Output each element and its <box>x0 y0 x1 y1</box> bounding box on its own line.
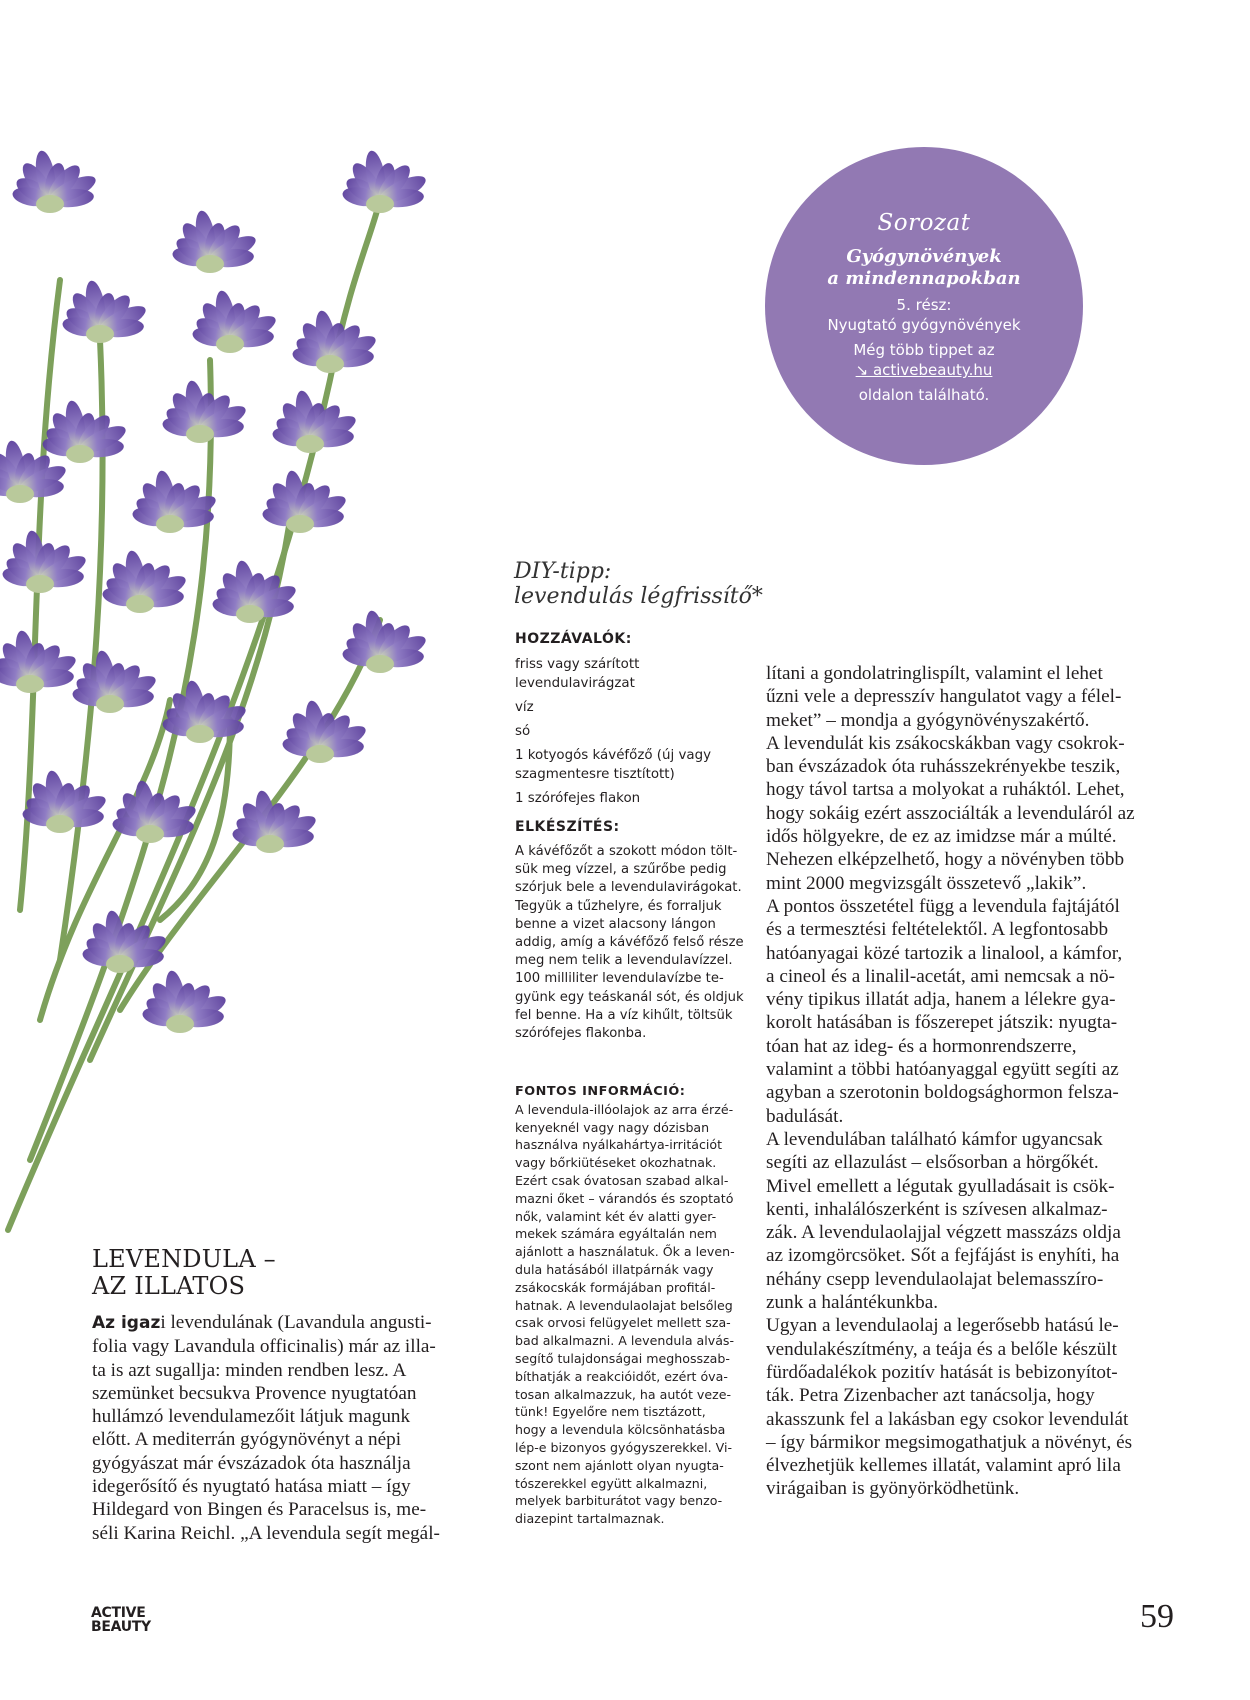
lavender-flower <box>111 779 199 843</box>
article-line: Nehezen elképzelhető, hogy a növényben több <box>766 849 1125 871</box>
ingredient-item: víz <box>515 700 534 715</box>
article-line: mint 2000 megvizsgált összetevő „lakik”. <box>766 872 1087 894</box>
info-line: ajánlott a használatuk. Ők a leven- <box>515 1244 735 1260</box>
article-line: badulását. <box>766 1105 844 1127</box>
preparation-line: szórjuk bele a levendulavirágokat. <box>515 880 742 896</box>
article-line: A levendulát kis zsákocskákban vagy csokrok- <box>766 732 1125 754</box>
info-line: Ezért csak óvatosan szabad alkal- <box>515 1172 729 1188</box>
article-line: szemünket becsukva Provence nyugtatóan <box>92 1382 417 1404</box>
lavender-flower <box>11 149 99 213</box>
info-line: kenyeknél vagy nagy dózisban <box>515 1119 710 1135</box>
article-line: hullámzó levendulamezőit látjuk magunk <box>92 1406 411 1428</box>
info-line: nők, valamint két év alatti gyer- <box>515 1208 717 1224</box>
article-title-line: LEVENDULA – <box>92 1245 276 1273</box>
website-link[interactable]: ↘ activebeauty.hu <box>855 361 993 379</box>
lavender-flower <box>0 629 79 693</box>
article-line: korolt hatásában is főszerepet játszik: nyugta- <box>766 1012 1118 1034</box>
series-title <box>765 246 1083 290</box>
page-number: 59 <box>1140 1598 1174 1635</box>
diy-title-line: levendulás légfrissítő* <box>514 584 763 609</box>
info-line: A levendula-illóolajok az arra érzé- <box>515 1101 734 1117</box>
info-line: vagy bőrkiütéseket okozhatnak. <box>515 1155 717 1171</box>
article-line: lítani a gondolatringlispílt, valamint el lehet <box>766 663 1103 684</box>
article-line: vény tipikus illatát adja, hanem a lélekre gya- <box>766 989 1116 1011</box>
article-line: ta is azt sugallja: minden rendben lesz. A <box>92 1359 407 1381</box>
article-line: virágaiban is gyönyörködhetünk. <box>766 1478 1020 1500</box>
info-line: bíthatják a reakcióidőt, ezért óva- <box>515 1368 728 1384</box>
article-line: űzni vele a depresszív hangulatot vagy a félel- <box>766 686 1122 708</box>
article-line: ták. Petra Zizenbacher azt tanácsolja, hogy <box>766 1385 1095 1407</box>
brand-logo <box>91 1606 151 1634</box>
info-line: dula hatásából illatpárnák vagy <box>515 1261 714 1277</box>
lavender-flower <box>161 379 249 443</box>
article-line: tóan hat az ideg- és a hormonrendszerre, <box>766 1035 1077 1057</box>
diy-title-line: DIY-tipp: <box>514 559 612 584</box>
article-line: hogy távol tartsa a molyokat a ruháktól. Lehet, <box>766 779 1125 801</box>
lavender-flower <box>341 609 429 673</box>
article-line: és a termesztési feltételektől. A legfontosabb <box>766 919 1109 941</box>
found-text: oldalon található. <box>858 386 990 404</box>
diy-title <box>514 559 814 609</box>
article-line: gyógyászat már évszázadok óta használja <box>92 1452 411 1474</box>
preparation-line: Tegyük a tűzhelyre, és forraljuk <box>515 898 722 914</box>
preparation-line: benne a vizet alacsony lángon <box>515 916 716 932</box>
article-line: agyban a szerotonin boldogsághormon felsza- <box>766 1082 1119 1104</box>
lavender-flower <box>141 969 229 1033</box>
article-line: meket” – mondja a gyógynövényszakértő. <box>766 709 1090 731</box>
lavender-flower <box>191 289 279 353</box>
series-part-title: Nyugtató gyógynövények <box>827 316 1021 334</box>
article-line: néhány csepp levendulaolajat belemasszíro- <box>766 1268 1104 1290</box>
article-line: a cineol és a linalil-acetát, ami nemcsak a nö- <box>766 965 1115 987</box>
info-line: zsákocskák formájában profitál- <box>515 1279 716 1295</box>
article-line: segíti az ellazulást – elsősorban a hörgőkét. <box>766 1152 1099 1174</box>
info-line: melyek barbiturátot vagy benzo- <box>515 1493 723 1509</box>
article-right-column <box>766 662 1186 1501</box>
info-line: segítő tulajdonságai meghosszab- <box>515 1350 730 1366</box>
series-badge <box>765 147 1083 465</box>
preparation-heading: ELKÉSZÍTÉS: <box>515 819 620 835</box>
article-line: A pontos összetétel függ a levendula fajtájától <box>766 895 1120 917</box>
preparation-line: addig, amíg a kávéfőző felső része <box>515 935 744 951</box>
article-line: élvezhetjük kellemes illatát, valamint apró lila <box>766 1455 1121 1477</box>
article-line: idegerősítő és nyugtató hatása miatt – így <box>92 1476 411 1498</box>
article-line: zák. A levendulaolajjal végzett masszázs oldja <box>766 1222 1121 1244</box>
lead-bold: Az igaz <box>92 1313 161 1333</box>
article-line: valamint a többi hatóanyaggal együtt segíti az <box>766 1059 1119 1081</box>
info-line: diazepint tartalmaznak. <box>515 1511 665 1527</box>
article-line: folia vagy Lavandula officinalis) már az illa- <box>92 1336 436 1358</box>
article-line: akasszunk fel a lakásban egy csokor levendulát <box>766 1408 1129 1430</box>
article-line: zunk a halántékunkba. <box>766 1292 939 1314</box>
info-line: használva nyálkahártya-irritációt <box>515 1137 723 1153</box>
lavender-flower <box>211 559 299 623</box>
article-line: hatóanyagai közé tartozik a linalool, a kámfor, <box>766 942 1123 964</box>
brand-line: BEAUTY <box>91 1619 151 1635</box>
info-heading: FONTOS INFORMÁCIÓ: <box>515 1084 686 1099</box>
preparation-line: szórófejes flakonba. <box>515 1026 647 1042</box>
ingredient-item: friss vagy szárított levendulavirágzat <box>515 657 640 691</box>
info-line: hogy a levendula kölcsönhatásba <box>515 1422 726 1438</box>
preparation-line: A kávéfőzőt a szokott módon tölt- <box>515 844 738 859</box>
article-title <box>92 1246 276 1300</box>
lavender-flower <box>131 469 219 533</box>
article-line: ban évszázadok óta ruhásszekrényekbe teszik, <box>766 756 1121 778</box>
ingredient-item: 1 szórófejes flakon <box>515 791 641 806</box>
article-line: – így bármikor megsimogathatjuk a növényt, és <box>766 1431 1133 1453</box>
preparation-line: fel benne. Ha a víz kihűlt, töltsük <box>515 1007 733 1023</box>
article-line: kenti, inhalálószerként is szívesen alkalmaz- <box>766 1198 1108 1220</box>
preparation-text <box>515 843 743 1043</box>
ingredient-item: só <box>515 724 531 739</box>
article-line: Hildegard von Bingen és Paracelsus is, me- <box>92 1499 427 1521</box>
lavender-flower <box>61 279 149 343</box>
info-block <box>515 1083 743 1528</box>
article-line: Mivel emellett a légutak gyulladásait is csök- <box>766 1175 1115 1197</box>
lavender-flower <box>1 529 89 593</box>
preparation-block <box>515 818 743 1043</box>
lavender-flower <box>101 549 189 613</box>
series-title-line: Gyógynövények <box>846 246 1002 267</box>
article-line: előtt. A mediterrán gyógynövényt a népi <box>92 1429 402 1451</box>
more-tips-text: Még több tippet az <box>853 341 995 359</box>
lavender-flower <box>71 649 159 713</box>
info-line: tosan alkalmazzuk, ha autót veze- <box>515 1386 731 1402</box>
article-line: idős hölgyekre, de ez az imidzse már a múlté. <box>766 826 1117 848</box>
article-line: az izomgörcsöket. Sőt a fejfájást is enyhíti, ha <box>766 1245 1120 1267</box>
ingredient-item: 1 kotyogós kávéfőző (új vagy szagmentesre tisztított) <box>515 748 712 782</box>
article-line: fürdőadalékok pozitív hatását is bebizonyítot- <box>766 1361 1118 1383</box>
series-part: 5. rész: <box>896 296 952 314</box>
article-line: Ugyan a levendulaolaj a legerősebb hatású le- <box>766 1315 1119 1337</box>
ingredients-list <box>515 655 743 808</box>
lavender-flower <box>171 209 259 273</box>
article-line: A levendulában található kámfor ugyancsak <box>766 1128 1103 1150</box>
lavender-flower <box>291 309 379 373</box>
preparation-line: meg nem telik a levendulavízzel. <box>515 953 733 969</box>
lavender-flower <box>341 149 429 213</box>
article-line: vendulakészítmény, a teája és a belőle készült <box>766 1338 1117 1360</box>
preparation-line: sük meg vízzel, a szűrőbe pedig <box>515 862 727 878</box>
info-line: hatnak. A levendulaolajat belsőleg <box>515 1297 733 1313</box>
lavender-flower <box>281 699 369 763</box>
info-line: csak orvosi felügyelet mellett sza- <box>515 1315 731 1331</box>
series-label: Sorozat <box>877 210 971 236</box>
preparation-line: 100 milliliter levendulavízbe te- <box>515 971 724 987</box>
info-line: mekek számára egyáltalán nem <box>515 1226 717 1242</box>
info-line: mazni őket – várandós és szoptató <box>515 1190 734 1206</box>
lavender-flower <box>271 389 359 453</box>
article-left-column <box>92 1311 492 1545</box>
series-title-line: a mindennapokban <box>827 268 1021 289</box>
info-line: lép-e bizonyos gyógyszerekkel. Vi- <box>515 1439 732 1455</box>
article-line: hogy sokáig ezért asszociálták a levenduláról az <box>766 802 1135 824</box>
lavender-flower <box>21 769 109 833</box>
lavender-flower <box>41 399 129 463</box>
info-line: tünk! Egyelőre nem tisztázott, <box>515 1404 706 1420</box>
info-line: tószerekkel együtt alkalmazni, <box>515 1475 708 1491</box>
ingredients-block <box>515 630 743 813</box>
info-line: szont nem ajánlott olyan nyugta- <box>515 1457 724 1473</box>
article-line: séli Karina Reichl. „A levendula segít megál- <box>92 1522 440 1544</box>
brand-line: ACTIVE <box>91 1605 146 1621</box>
article-line: Az igazi levendulának (Lavandula angusti- <box>92 1312 432 1333</box>
preparation-line: gyünk egy teáskanál sót, és oldjuk <box>515 989 744 1005</box>
lavender-illustration <box>0 60 560 1240</box>
ingredients-heading: HOZZÁVALÓK: <box>515 631 632 647</box>
article-title-line: AZ ILLATOS <box>92 1272 246 1300</box>
info-text <box>515 1101 743 1528</box>
info-line: bad alkalmazni. A levendula alvás- <box>515 1333 735 1349</box>
